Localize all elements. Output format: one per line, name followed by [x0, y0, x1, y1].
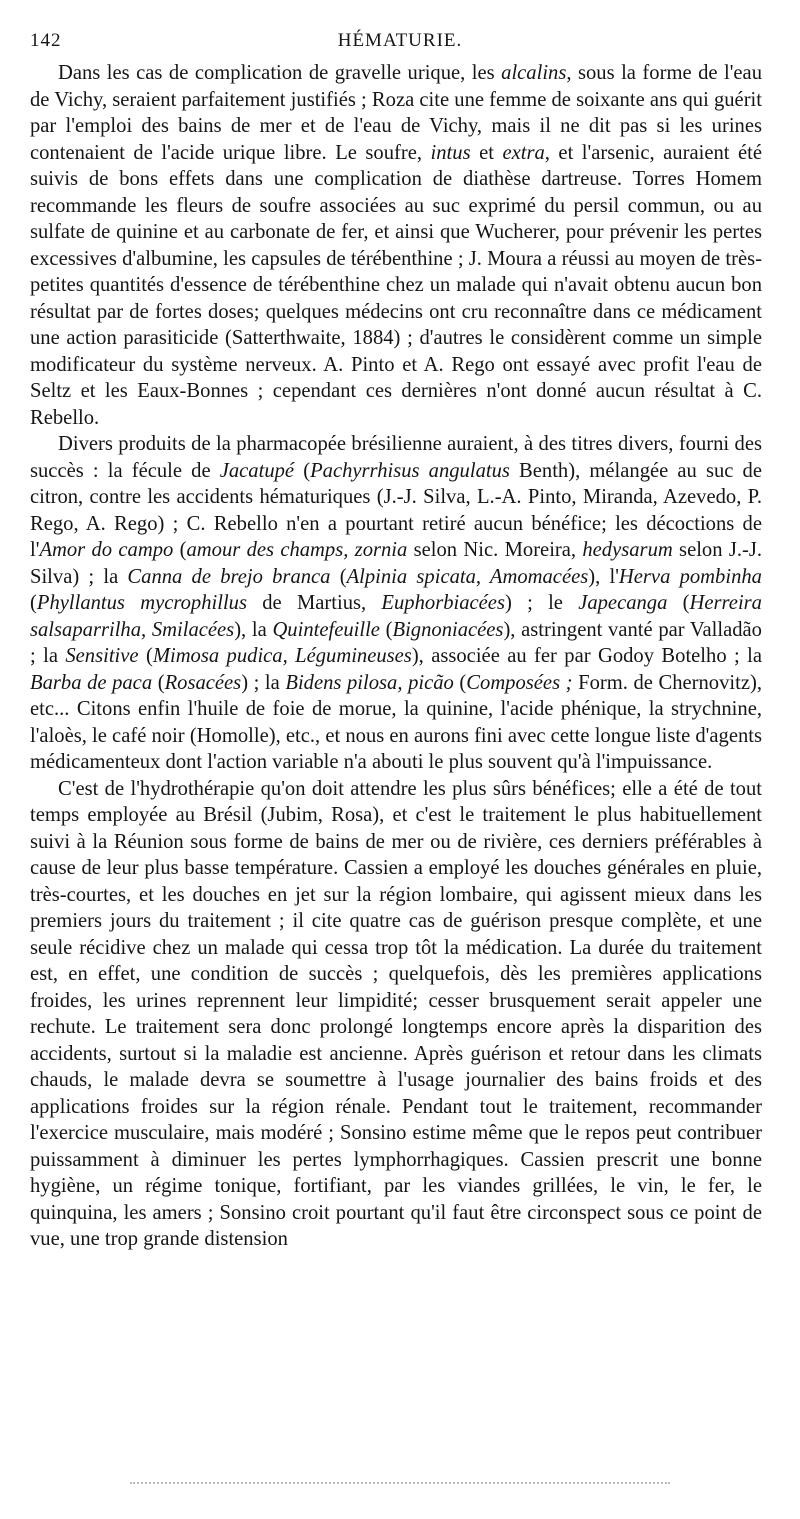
text-run: ) ; la [241, 671, 286, 694]
italic-term: Herva pombinha [618, 565, 762, 588]
italic-term: Composées ; [466, 671, 573, 694]
text-run: ( [294, 459, 311, 482]
text-run: Divers produits de la pharmacopée brésilienne auraient, à des titres divers, fourni des succès : la fécule de [30, 433, 762, 482]
italic-term: Rosacées [164, 671, 242, 694]
text-run: ( [453, 671, 467, 694]
text-run: de Martius, [246, 592, 382, 614]
text-run: Benth), mélangée au suc de citron, contre les accidents hématuriques (J.-J. Silva, L.-A. Pinto, Miranda, Azevedo, P. Rego, A. Rego) ; C. Rebello n'en a pourtant retiré aucun bénéfice; les décoctions de l' [30, 459, 762, 561]
text-run: ( [667, 592, 690, 614]
text-run: ), astringent vanté par Valladão ; la [30, 618, 762, 667]
italic-term: alcalins [501, 62, 567, 84]
italic-term: Amor do campo [39, 539, 174, 561]
italic-term: intus [430, 141, 471, 164]
text-run: C'est de l'hydrothérapie qu'on doit attendre les plus sûrs bénéfices; elle a été de tout temps employée au Brésil (Jubim, Rosa), et c'est le traitement le plus habituellement suivi à la Réunion sous forme de bains de mer ou de rivière, ces derniers préférables à cause de leur plus basse température. Cassien a employé les douches générales en pluie, très-courtes, et les douches en jet sur la région lombaire, qui agissent mieux dans les premiers jours du traitement ; il cite quatre cas de guérison presque complète, et une seule récidive chez un malade qui cessa trop tôt la médication. La durée du traitement est, en effet, une condition de succès ; quelquefois, dès les premières applications froides, les urines reprennent leur limpidité; cesser brusquement serait appeler une rechute. Le traitement sera donc prolongé longtemps encore après la disparition des accidents, surtout si la maladie est ancienne. Après guérison et retour dans les climats chauds, le malade devra se soumettre à l'usage journalier des bains froids et des applications froides sur la région rénale. Pendant tout le traitement, recommander l'exercice musculaire, mais modéré ; Sonsino estime même que le repos peut contribuer puissamment à diminuer les pertes lymphorrhagiques. Cassien prescrit une bonne hygiène, un régime tonique, fortifiant, par les viandes grillées, le vin, le fer, le quinquina, les amers ; Sonsino croit pourtant qu'il faut être circonspect sous ce point de vue, une trop grande distension [30, 777, 762, 1250]
text-run: selon J.-J. Silva) ; la [30, 539, 763, 588]
italic-term: Jacatupé [219, 459, 295, 482]
text-run: Form. de Chernovitz), etc... Citons enfin l'huile de foie de morue, la quinine, l'acide phénique, la strychnine, l'aloès, le café noir (Homolle), etc., et nous en aurons fini avec cette longue liste d'agents médicamenteux dont l'action variable n'a abouti le plus souvent qu'à l'impuissance. [30, 671, 762, 773]
text-run: selon Nic. Moreira, [407, 539, 583, 561]
running-title: HÉMATURIE. [337, 30, 463, 51]
text-run: ( [173, 539, 187, 561]
paragraph-hydrotherapy [30, 776, 762, 1253]
italic-term: Bidens pilosa, picão [285, 671, 454, 694]
text-run: ( [330, 565, 347, 588]
italic-term: extra [502, 141, 545, 164]
paragraph-complications [30, 60, 762, 431]
italic-term: amour des champs, zornia [186, 539, 408, 561]
italic-term: Quintefeuille [272, 618, 380, 641]
text-run: Dans les cas de complication de gravelle urique, les [58, 62, 502, 84]
italic-term: Euphorbiacées [381, 592, 505, 614]
running-header [30, 30, 770, 56]
italic-term: Herreira salsaparrilha, Smilacées [30, 592, 762, 641]
text-run: ( [152, 671, 165, 694]
page-number: 142 [30, 30, 62, 51]
text-run: ( [138, 645, 153, 667]
body-text [30, 60, 762, 1253]
italic-term: Bignoniacées [392, 618, 504, 641]
italic-term: Sensitive [65, 645, 139, 667]
italic-term: Pachyrrhisus angulatus [310, 459, 510, 482]
italic-term: hedysarum [582, 539, 673, 561]
italic-term: Mimosa pudica, Légumineuses [152, 645, 412, 667]
bottom-scan-marks [130, 1482, 670, 1486]
paragraph-brazilian-pharmacopoeia [30, 431, 762, 776]
text-run: et [470, 141, 503, 164]
italic-term: Phyllantus mycrophillus [36, 592, 247, 614]
text-run: ), l' [588, 565, 619, 588]
italic-term: Canna de brejo branca [127, 565, 331, 588]
italic-term: Barba de paca [30, 671, 153, 694]
text-run: ) ; le [504, 592, 579, 614]
text-run: , et l'arsenic, auraient été suivis de bons effets dans une complication de diathèse dartreuse. Torres Homem recommande les fleurs de soufre associées au suc exprimé du persil commun, ou au sulfate de quinine et au carbonate de fer, et ainsi que Wucherer, pour prévenir les pertes excessives d'albumine, les capsules de térébenthine ; J. Moura a réussi au moyen de très-petites quantités d'essence de térébenthine chez un malade qui n'avait obtenu aucun bon résultat par de fortes doses; quelques médecins ont cru reconnaître dans ce médicament une action parasiticide (Satterthwaite, 1884) ; d'autres le considèrent comme un simple modificateur du système nerveux. A. Pinto et A. Rego ont essayé avec profit l'eau de Seltz et les Eaux-Bonnes ; cependant ces dernières n'ont donné aucun résultat à C. Rebello. [30, 141, 762, 429]
text-run: ( [30, 592, 37, 614]
italic-term: Alpinia spicata, Amomacées [346, 565, 589, 588]
text-run: , sous la forme de l'eau de Vichy, seraient parfaitement justifiés ; Roza cite une femme de soixante ans qui guérit par l'emploi des bains de mer et de l'eau de Vichy, mais il ne dit pas si les urines contenaient de l'acide urique libre. Le soufre, [30, 62, 762, 164]
text-run: ), associée au fer par Godoy Botelho ; la [411, 645, 762, 667]
text-run: ), la [234, 618, 273, 641]
italic-term: Japecanga [578, 592, 668, 614]
text-run: ( [379, 618, 393, 641]
